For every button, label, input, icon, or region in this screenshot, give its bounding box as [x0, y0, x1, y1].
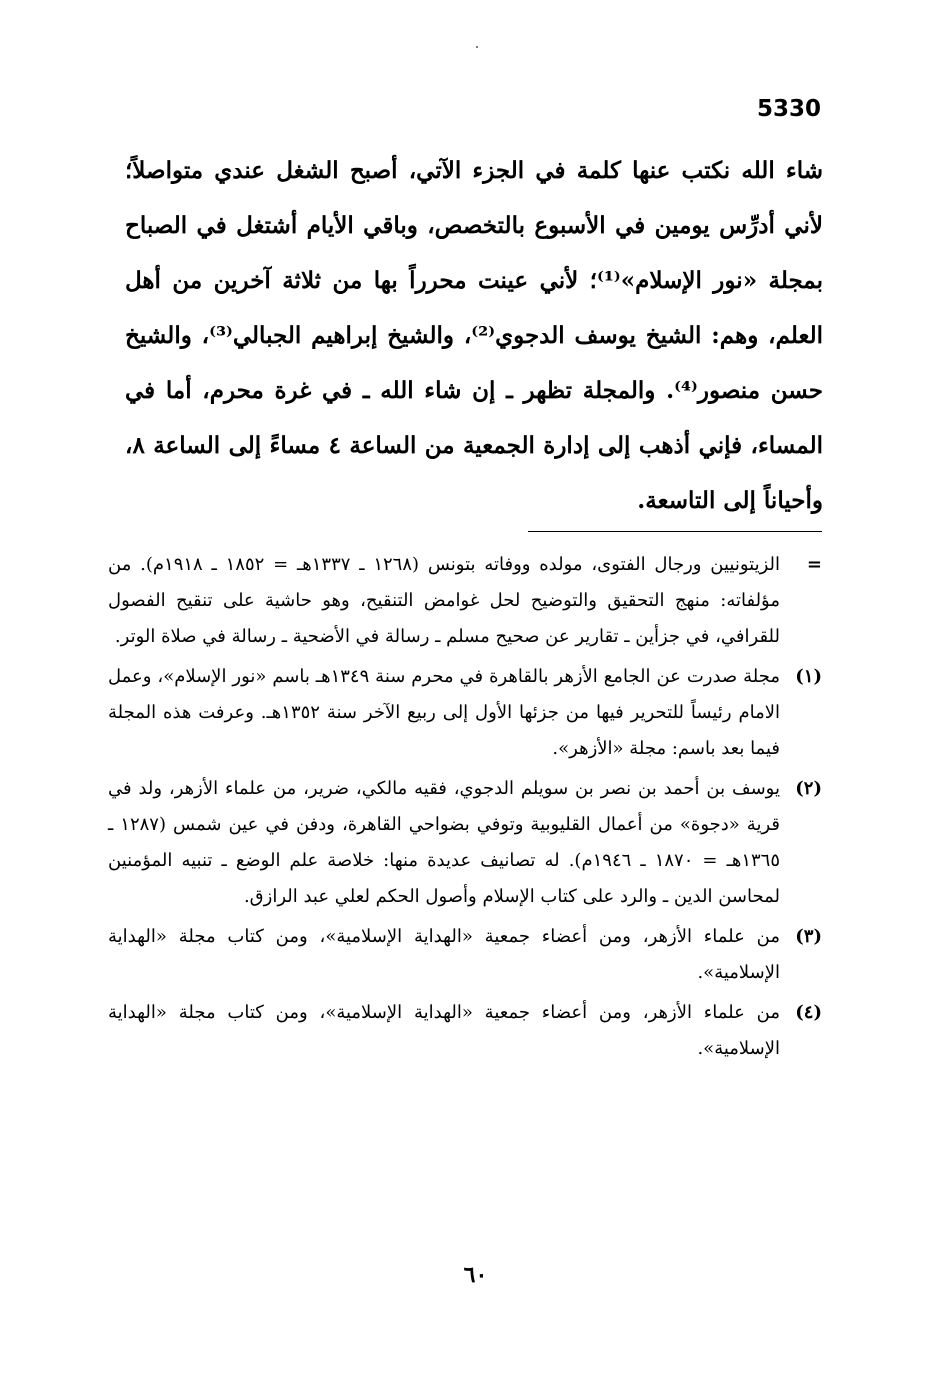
footnotes — [108, 547, 822, 1071]
footnote-text: مجلة صدرت عن الجامع الأزهر بالقاهرة في محرم سنة ١٣٤٩هـ باسم «نور الإسلام»، وعمل الامام رئيساً للتحرير فيها من جزئها الأول إلى ربيع الآخر سنة ١٣٥٢هـ. وعرفت هذه المجلة فيما بعد باسم: مجلة «الأزهر». — [108, 666, 781, 759]
footnote-text: من علماء الأزهر، ومن أعضاء جمعية «الهداية الإسلامية»، ومن كتاب مجلة «الهداية الإسلامية». — [108, 926, 780, 983]
footnote-1 — [108, 659, 822, 767]
footnote-4 — [108, 995, 822, 1067]
footnote-3 — [108, 919, 822, 991]
footnote-marker: (٣) — [795, 926, 822, 947]
main-text — [125, 143, 823, 528]
footnote-text: يوسف بن أحمد بن نصر بن سويلم الدجوي، فقيه مالكي، ضرير، من علماء الأزهر، ولد في قرية «دجوة» من أعمال القليوبية وتوفي بضواحي القاهرة، ودفن في عين شمس (١٢٨٧ ـ ١٣٦٥هـ = ١٨٧٠ ـ ١٩٤٦م). له تصانيف عديدة منها: خلاصة علم الوضع ـ تنبيه المؤمنين لمحاسن الدين ـ والرد على كتاب الإسلام وأصول الحكم لعلي عبد الرازق. — [108, 778, 781, 907]
footnote-marker: (١) — [795, 666, 822, 687]
footnote-2 — [108, 771, 822, 915]
scan-speck — [476, 46, 478, 48]
page-number: ٦٠ — [463, 1262, 488, 1288]
footnote-text: الزيتونيين ورجال الفتوى، مولده ووفاته بتونس (١٢٦٨ ـ ١٣٣٧هـ = ١٨٥٢ ـ ١٩١٨م). من مؤلفاته: منهج التحقيق والتوضيح لحل غوامض التنقيح، وهو حاشية على تنقيح الفصول للقرافي، في جزأين ـ تقارير عن صحيح مسلم ـ رسالة في الأضحية ـ رسالة في صلاة الوتر. — [108, 554, 781, 647]
footnote-marker: (٤) — [795, 1002, 822, 1023]
footnote-marker: = — [806, 554, 822, 575]
footnote-continued — [108, 547, 822, 655]
footnote-text: من علماء الأزهر، ومن أعضاء جمعية «الهداية الإسلامية»، ومن كتاب مجلة «الهداية الإسلامية». — [108, 1002, 780, 1059]
main-paragraph: شاء الله نكتب عنها كلمة في الجزء الآتي، أصبح الشغل عندي متواصلاً؛ لأني أدرِّس يومين في الأسبوع بالتخصص، وباقي الأيام أشتغل في الصباح بمجلة «نور الإسلام»⁽¹⁾؛ لأني عينت محرراً بها من ثلاثة آخرين من أهل العلم، وهم: الشيخ يوسف الدجوي⁽²⁾، والشيخ إبراهيم الجبالي⁽³⁾، والشيخ حسن منصور⁽⁴⁾. والمجلة تظهر ـ إن شاء الله ـ في غرة محرم، أما في المساء، فإني أذهب إلى إدارة الجمعية من الساعة ٤ مساءً إلى الساعة ٨، وأحياناً إلى التاسعة. — [125, 157, 824, 514]
footnote-marker: (٢) — [795, 778, 822, 799]
page-id: 5330 — [756, 96, 821, 122]
footnote-separator — [528, 531, 822, 532]
